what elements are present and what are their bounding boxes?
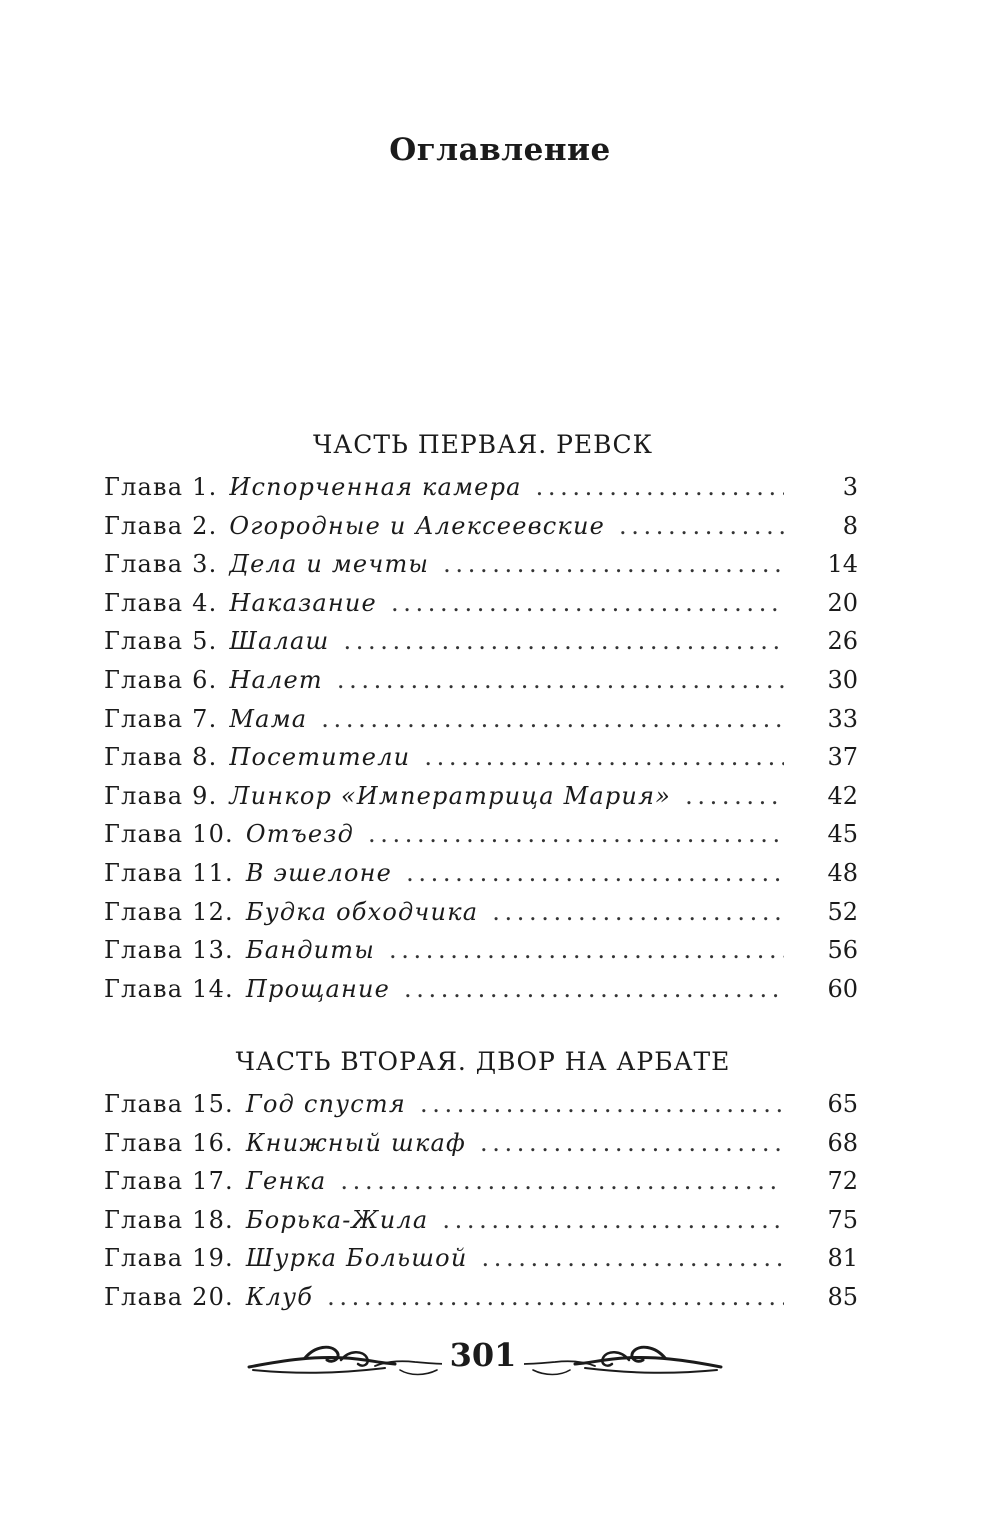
chapter-title: Будка обходчика: [245, 897, 479, 926]
chapter-title: Дела и мечты: [229, 550, 430, 579]
chapter-page-number: 33: [827, 704, 858, 733]
chapter-label: Глава 5.: [104, 627, 218, 656]
chapter-label: Глава 14.: [104, 974, 234, 1003]
toc-entry: [104, 589, 858, 628]
chapter-label: Глава 3.: [104, 550, 218, 579]
toc-entry: [104, 666, 858, 705]
toc-entry: [104, 1244, 858, 1283]
chapter-label: Глава 4.: [104, 588, 218, 617]
chapter-page-number: 48: [827, 858, 858, 887]
chapter-page-number: 68: [827, 1128, 858, 1157]
dot-leader: [442, 1206, 784, 1234]
toc-list-part-1: [104, 473, 858, 1013]
chapter-label: Глава 7.: [104, 704, 218, 733]
chapter-page-number: 72: [827, 1167, 858, 1196]
chapter-title: Год спустя: [245, 1090, 406, 1118]
toc-entry: [104, 859, 858, 898]
toc-entry: [104, 1129, 858, 1168]
chapter-page-number: 52: [827, 897, 858, 926]
toc-entry: [104, 627, 858, 666]
chapter-title: Прощание: [245, 974, 391, 1003]
toc-entry: [104, 550, 858, 589]
toc-entry: [104, 782, 858, 821]
chapter-label: Глава 10.: [104, 820, 234, 849]
chapter-label: Глава 20.: [104, 1282, 234, 1311]
dot-leader: [420, 1090, 784, 1118]
chapter-label: Глава 13.: [104, 936, 234, 965]
dot-leader: [685, 782, 784, 810]
chapter-title: Огородные и Алексеевские: [229, 511, 605, 540]
chapter-page-number: 45: [827, 820, 858, 849]
page-number-text: 301: [442, 1336, 525, 1374]
chapter-label: Глава 6.: [104, 665, 218, 694]
page-title: Оглавление: [389, 132, 611, 168]
chapter-label: Глава 11.: [104, 858, 234, 887]
dot-leader: [368, 820, 784, 848]
chapter-page-number: 20: [827, 588, 858, 617]
toc-entry: [104, 473, 858, 512]
dot-leader: [443, 550, 784, 578]
dot-leader: [391, 589, 784, 617]
chapter-label: Глава 8.: [104, 743, 218, 772]
chapter-page-number: 60: [827, 974, 858, 1003]
chapter-title: Посетители: [229, 743, 411, 772]
toc-entry: [104, 898, 858, 937]
chapter-title: Клуб: [245, 1282, 314, 1311]
chapter-title: Шурка Большой: [245, 1244, 468, 1273]
chapter-label: Глава 2.: [104, 511, 218, 540]
page-footer: [0, 1330, 966, 1400]
toc-list-part-2: [104, 1090, 858, 1322]
chapter-title: Генка: [245, 1167, 327, 1196]
chapter-title: Борька-Жила: [245, 1205, 429, 1234]
chapter-title: Мама: [229, 704, 308, 733]
chapter-page-number: 56: [827, 936, 858, 965]
toc-entry: [104, 1206, 858, 1245]
chapter-page-number: 75: [827, 1205, 858, 1234]
chapter-label: Глава 1.: [104, 473, 218, 501]
chapter-label: Глава 9.: [104, 781, 218, 810]
chapter-page-number: 14: [827, 550, 858, 579]
chapter-label: Глава 15.: [104, 1090, 234, 1118]
chapter-page-number: 30: [827, 665, 858, 694]
chapter-page-number: 42: [827, 781, 858, 810]
dot-leader: [492, 898, 784, 926]
chapter-page-number: 8: [842, 511, 858, 540]
chapter-page-number: 81: [827, 1244, 858, 1273]
chapter-page-number: 3: [842, 473, 858, 501]
chapter-title: Линкор «Императрица Мария»: [229, 781, 672, 810]
toc-entry: [104, 936, 858, 975]
dot-leader: [389, 936, 784, 964]
dot-leader: [480, 1129, 784, 1157]
chapter-title: В эшелоне: [245, 858, 393, 887]
chapter-page-number: 26: [827, 627, 858, 656]
dot-leader: [321, 705, 784, 733]
toc-entry: [104, 820, 858, 859]
part-heading-1: ЧАСТЬ ПЕРВАЯ. РЕВСК: [312, 430, 654, 459]
chapter-title: Шалаш: [229, 627, 330, 656]
dot-leader: [327, 1283, 784, 1311]
chapter-label: Глава 18.: [104, 1205, 234, 1234]
chapter-title: Испорченная камера: [229, 473, 522, 501]
toc-entry: [104, 1090, 858, 1129]
dot-leader: [340, 1167, 784, 1195]
dot-leader: [406, 859, 784, 887]
chapter-title: Книжный шкаф: [245, 1128, 466, 1157]
chapter-label: Глава 16.: [104, 1128, 234, 1157]
part-heading-2: ЧАСТЬ ВТОРАЯ. ДВОР НА АРБАТЕ: [235, 1047, 731, 1076]
chapter-title: Бандиты: [245, 936, 376, 965]
toc-entry: [104, 975, 858, 1014]
dot-leader: [337, 666, 784, 694]
chapter-label: Глава 12.: [104, 897, 234, 926]
chapter-title: Наказание: [229, 588, 377, 617]
toc-entry: [104, 512, 858, 551]
chapter-title: Налет: [229, 665, 323, 694]
dot-leader: [482, 1244, 785, 1272]
toc-entry: [104, 705, 858, 744]
toc-entry: [104, 1167, 858, 1206]
chapter-label: Глава 17.: [104, 1167, 234, 1196]
dot-leader: [424, 743, 784, 771]
dot-leader: [404, 975, 784, 1003]
page-number: [0, 1336, 966, 1374]
dot-leader: [619, 512, 784, 540]
chapter-page-number: 65: [827, 1090, 858, 1118]
toc-entry: [104, 743, 858, 782]
toc-entry: [104, 1283, 858, 1322]
chapter-page-number: 37: [827, 743, 858, 772]
dot-leader: [343, 627, 784, 655]
chapter-page-number: 85: [827, 1282, 858, 1311]
chapter-label: Глава 19.: [104, 1244, 234, 1273]
chapter-title: Отъезд: [245, 820, 355, 849]
dot-leader: [536, 473, 784, 501]
